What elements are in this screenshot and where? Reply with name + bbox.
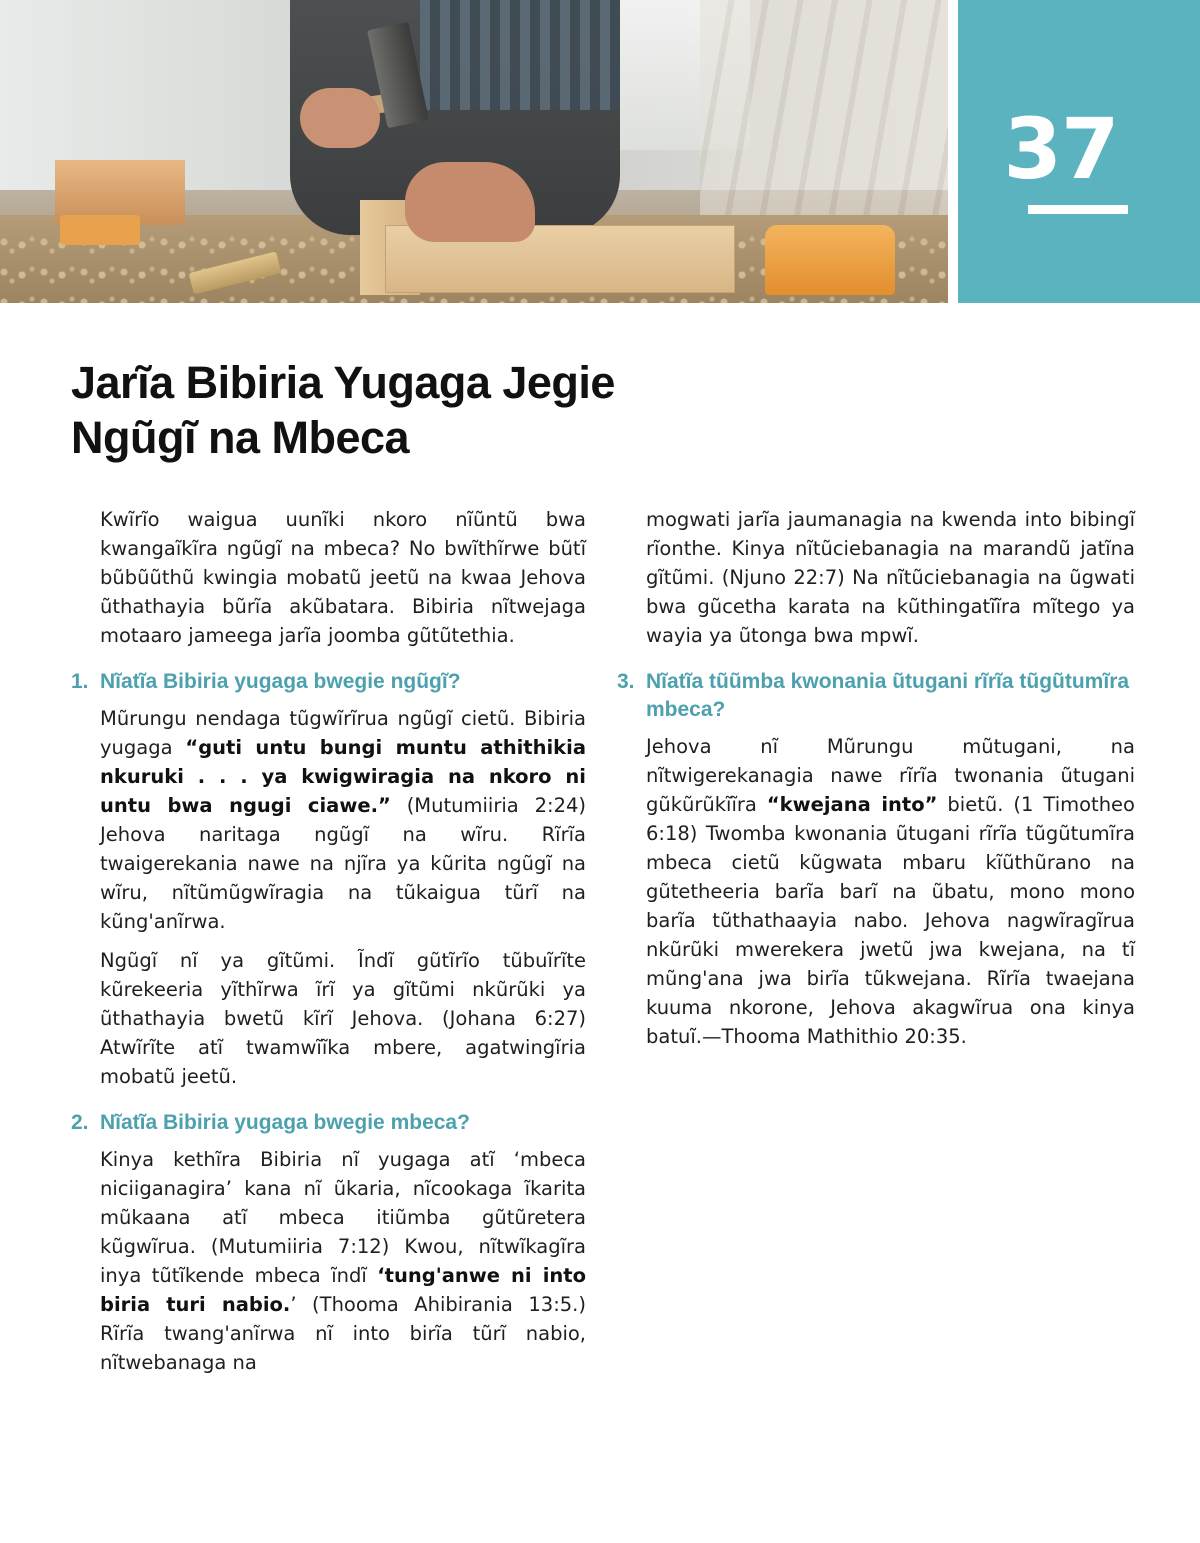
text-run: ’ (Thooma Ahibirania 13:5.) Rĩrĩa twang'anĩrwa nĩ into birĩa tũrĩ nabio, nĩtwebanaga na — [100, 1293, 586, 1374]
question-2 — [71, 1109, 586, 1137]
lesson-number: 37 — [1003, 100, 1119, 198]
section-3-paragraph-1 — [617, 732, 1135, 1051]
question-number: 3. — [617, 670, 635, 693]
section-2-paragraph-1 — [71, 1145, 586, 1377]
section-1-paragraph-1 — [71, 704, 586, 936]
question-text: Nĩatĩa tũũmba kwonania ũtugani rĩrĩa tũgũtumĩra mbeca? — [646, 670, 1130, 721]
text-run: Ngũgĩ nĩ ya gĩtũmi. Ĩndĩ gũtĩrĩo tũbuĩrĩte kũrekeeria yĩthĩrwa ĩrĩ ya gĩtũmi nkũrũki ya ũthathayia bwetũ kĩrĩ Jehova. (Johana 6:27) Atwĩrĩte atĩ twamwĩĩka mbere, agatwingĩria mobatũ jeetũ. — [100, 949, 586, 1088]
bold-quote: “kwejana into” — [766, 793, 938, 816]
question-number: 1. — [71, 670, 89, 693]
question-text: Nĩatĩa Bibiria yugaga bwegie ngũgĩ? — [100, 670, 461, 693]
title-line-1: Jarĩa Bibiria Yugaga Jegie — [71, 357, 615, 408]
hero-photo-carpenter — [0, 0, 948, 303]
text-run: (Mutumiiria 2:24) Jehova naritaga ngũgĩ na wĩru. Rĩrĩa twaigerekania nawe na njĩra ya kũrita ngũgĩ na wĩru, nĩtũmũgwĩragia na tũkaigua tũrĩ na kũng'anĩrwa. — [100, 794, 586, 933]
intro-paragraph: Kwĩrĩo waigua uunĩki nkoro nĩũntũ bwa kwangaĩkĩra ngũgĩ na mbeca? No bwĩthĩrwe bũtĩ bũbũũthũ kwingia mobatũ jeetũ na kwaa Jehova ũthathayia bũrĩa akũbatara. Bibiria nĩtwejaga motaaro jameega jarĩa joomba gũtũtethia. — [100, 508, 586, 647]
section-2-paragraph-1-continued: mogwati jarĩa jaumanagia na kwenda into bibingĩ rĩonthe. Kinya nĩtũciebanagia na marandũ jatĩna gĩtũmi. (Njuno 22:7) Na nĩtũciebanagia na ũgwati bwa gũcetha karata na kũthingatĩĩra mĩtego ya wayia ya ũtonga bwa mpwĩ. — [646, 508, 1135, 647]
text-run: Jehova nĩ Mũrungu mũtugani, na nĩtwigerekanagia nawe rĩrĩa twonania ũtugani gũkũrũkĩĩra — [646, 735, 1135, 816]
question-text: Nĩatĩa Bibiria yugaga bwegie mbeca? — [100, 1111, 470, 1134]
text-run: bietũ. (1 Timotheo 6:18) Twomba kwonania ũtugani rĩrĩa tũgũtumĩra mbeca cietũ kũgwata mbaru kĩũthũrano na gũtetheeria barĩa barĩ na ũbatu, mono mono barĩa tũthathaayia nabo. Jehova nagwĩragĩrua nkũrũki mwerekera jwetũ jwa kwejana, na tĩ mũng'ana jwa birĩa tũkwejana. Rĩrĩa twaejana kuuma nkorone, Jehova akagwĩrua ona kinya batuĩ.—Thooma Mathithio 20:35. — [646, 793, 1135, 1048]
left-column — [71, 505, 586, 1387]
question-3 — [617, 668, 1135, 724]
bold-quote: “guti untu bungi muntu athithikia nkuruki . . . ya kwigwiragia na nkoro ni untu bwa ngugi ciawe.” — [100, 736, 586, 817]
text-run: Mũrungu nendaga tũgwĩrĩrua ngũgĩ cietũ. Bibiria yugaga — [100, 707, 586, 759]
question-number: 2. — [71, 1111, 89, 1134]
lesson-number-tab — [958, 0, 1200, 303]
bold-quote: ‘tung'anwe ni into biria turi nabio. — [100, 1264, 586, 1316]
page-title — [71, 355, 871, 465]
text-run: Kinya kethĩra Bibiria nĩ yugaga atĩ ‘mbeca niciiganagira’ kana nĩ ũkaria, nĩcookaga ĩkarita mũkaana atĩ mbeca itiũmba gũtũretera kũgwĩrua. (Mutumiiria 7:12) Kwou, nĩtwĩkagĩra inya tũtĩkende mbeca ĩndĩ — [100, 1148, 586, 1287]
title-line-2: Ngũgĩ na Mbeca — [71, 412, 410, 463]
section-1-paragraph-2 — [71, 946, 586, 1091]
question-1 — [71, 668, 586, 696]
lesson-number-underline — [1028, 205, 1128, 214]
right-column — [617, 505, 1135, 1061]
